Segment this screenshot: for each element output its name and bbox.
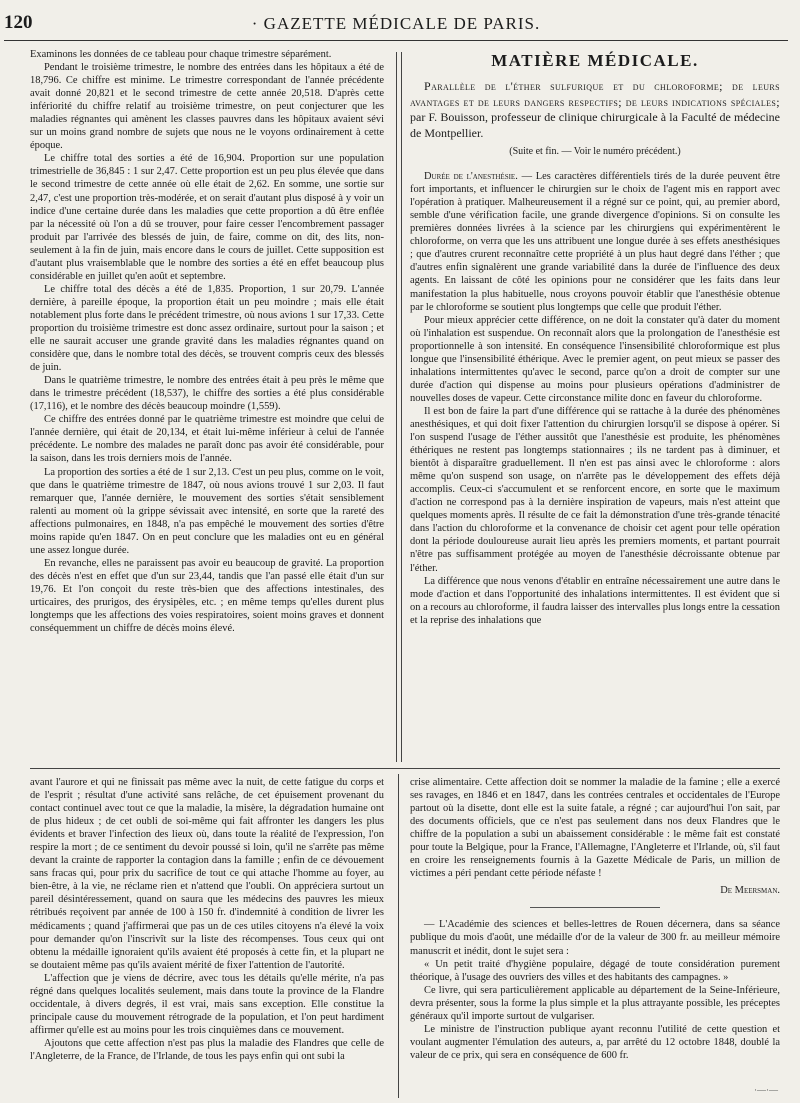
paragraph: Examinons les données de ce tableau pour chaque trimestre séparément. [30,49,332,60]
paragraph: crise alimentaire. Cette affection doit se nommer la maladie de la famine ; elle a exercé ses ravages, en 1846 et en 1847, dans les contrées centrales et occidentales de l'Europe partout où la disette, dont elle est la suite fatale, a régné ; car aujourd'hui l'on sait, par des documents officiels, que ce n'est pas seulement dans nos deux Flandres que le chiffre de la population a subi un abaissement considérable : le même fait est constaté pour toute la Belgique, pour la France, l'Allemagne, l'Angleterre et l'Irlande, où, s'il faut en croire les renseignements fournis à la Gazette Médicale de Paris, un million de victimes a péri pendant cette période néfaste ! [410,777,780,880]
paragraph: La différence que nous venons d'établir en entraîne nécessairement une autre dans le mode d'action et dans l'opportunité des inhalations intermittentes. Il est évident que si on a recours au chloroforme, il faudra laisser des intervalles plus longs entre la cessation et la reprise des inhalations que [410,575,780,626]
journal-title: · GAZETTE MÉDICALE DE PARIS. [251,14,541,33]
column-rule [401,52,402,762]
bottom-left-column [30,776,384,1096]
column-rule [396,52,397,762]
paragraph [410,170,780,314]
author-signature: De Meersman. [720,885,780,897]
page-header [4,14,788,41]
paragraph: Le chiffre total des décès a été de 1,835. Proportion, 1 sur 20,79. L'année dernière, à pareille époque, la proportion était un peu moindre ; mais elle était notablement plus forte dans le précédent trimestre, où nous avions 1 sur 17,33. Cette proportion du troisième trimestre est donc assez ordinaire, surtout pour la saison ; et elle ne saurait accuser une grande gravité dans les maladies régnantes quand on considère que, dans le nombre total des décès, se trouvent compris ceux des blessés de juin. [30,283,384,374]
paragraph: Ce chiffre des entrées donné par le quatrième trimestre est moindre que celui de l'année dernière, qui était de 20,134, et était lui-même inférieur à celui de l'année précédente. Le nombre des malades ne paraît donc pas avoir été considérable, pour la saison, dans les trois derniers mois de l'année. [30,414,384,465]
page-number: 120 [4,12,33,33]
paragraph: Pour mieux apprécier cette différence, on ne doit la constater qu'à dater du moment où l'inhalation est suspendue. On reconnaît alors que la prolongation de l'anesthésie est proportionnelle à son intensité. En conséquence l'insensibilité chloroformique est plus longue que l'insensibilité éthérique. Avec le premier agent, on peut mieux se passer des inhalations intermittentes qu'avec le second, parce qu'on a droit de compter sur une durée d'action qui dispense au moins pour plusieurs opérations d'administrer de nouvelles doses de vapeur. Cette circonstance milite donc en faveur du chloroforme. [410,314,780,404]
news-paragraph: « Un petit traité d'hygiène populaire, dégagé de toute considération purement théorique, à l'usage des ouvriers des villes et des habitants des campagnes. » [410,958,780,983]
paragraph: Ajoutons que cette affection n'est pas plus la maladie des Flandres que celle de l'Angleterre, de la France, de l'Irlande, de tous les pays enfin qui ont subi la [30,1037,384,1062]
section-rubric: MATIÈRE MÉDICALE. [491,51,699,70]
column-rule [398,774,399,1098]
bottom-right-column [410,776,780,1096]
section-divider [530,907,660,908]
left-column [30,48,384,708]
paragraph: En revanche, elles ne paraissent pas avoir eu beaucoup de gravité. La proportion des décès n'est en effet que d'un sur 23,44, tandis que l'an passé elle était d'un sur 19,76. Et l'on conçoit du reste très-bien que des affections intestinales, des urticaires, des prurigos, des érysipèles, etc. ; en même temps qu'elles durent plus longtemps que les affections des voies respiratoires, soient moins graves et donnent conséquemment un chiffre de décès moins élevé. [30,557,384,635]
paragraph: Dans le quatrième trimestre, le nombre des entrées était à peu près le même que dans le trimestre précédent (18,537), le chiffre des sorties a été plus considérable (17,116), et le nombre des décès beaucoup moindre (1,559). [30,375,384,413]
horizontal-rule [30,768,780,769]
paragraph: avant l'aurore et qui ne finissait pas même avec la nuit, de cette fatigue du corps et de l'esprit ; résultat d'une activité sans relâche, de cet épuisement provenant du contact continuel avec tout ce que la maladie, la misère, la dégradation humaine ont de plus hideux ; de cet oubli de soi-même qui fait affronter les dangers les plus évidents et braver l'infection des lieux où, dans toute la réalité de l'expression, l'on respire la mort ; de ce sentiment du devoir poussé si loin, qu'il ne s'arrête pas même devant la crainte de rapporter la contagion dans la famille ; enfin de ce dévouement sans fracas qui, pour prix du sacrifice de tout ce qui attache l'homme au foyer, au bien-être, à la vie, ne réclame rien et n'attend que l'oubli. On appréciera surtout un pareil désintéressement, quand on saura que les médecins des pauvres les mieux rétribués reçoivent par année de 100 à 150 fr. d'indemnité à condition de livrer les médicaments ; quand j'affirmerai que pas un de ces utiles citoyens n'a élevé la voix pour demander qu'on l'inscrivît sur la liste des récompenses. Tous ceux qui ont obtenu la médaille ignoraient qu'ils avaient été proposés à cette fin, et la plupart ne se doutaient même pas qu'ils avaient mérité de fixer l'attention de l'autorité. [30,777,384,971]
paragraph: Pendant le troisième trimestre, le nombre des entrées dans les hôpitaux a été de 18,796. Ce chiffre est minime. Le trimestre correspondant de l'année précédente avait donné 20,821 et le second trimestre de cette année 20,518. D'après cette infériorité du chiffre relatif au troisième trimestre, on peut conjecturer que les maladies régnantes qui amènent les classes pauvres dans les hôpitaux avaient sévi sur un moins grand nombre de sujets que nous ne le voyons ordinairement à cette époque. [30,62,384,152]
lead-term: Durée de l'anesthésie. [424,171,518,183]
right-column [410,48,780,764]
article-title-rest: par F. Bouisson, professeur de clinique chirurgicale à la Faculté de médecine de Montpellier. [410,110,780,140]
paragraph: La proportion des sorties a été de 1 sur 2,13. C'est un peu plus, comme on le voit, que dans le quatrième trimestre de 1847, où nous avions trouvé 1 sur 2,03. Il faut remarquer que, l'année dernière, le mouvement des sorties s'était sensiblement ralenti au moment où la grippe sévissait avec intensité, en sorte que la rareté des affections pulmonaires, en 1848, n'a pas empêché le mouvement des sorties d'être moins rapide qu'en 1847. On en peut conclure que les maladies ont eu en général une assez longue durée. [30,466,384,556]
paragraph: Le chiffre total des sorties a été de 16,904. Proportion sur une population trimestrielle de 36,845 : 1 sur 2,47. Cette proportion est un peu plus élevée que dans le second trimestre de cette année où elle était de 2,62. En somme, une sortie sur 2,47, c'est une proportion très-modérée, et on serait d'autant plus disposé à y voir un indice d'une certaine durée dans les maladies que cette proportion a dû être enflée par la nécessité où l'on a dû se trouver, pour faire cesser l'encombrement passager produit par l'arrivée des blessés de juin, de faire, comme on dit, des lits, non-seulement à la fin de juin, mais encore dans le cours de juillet. Cette supposition est d'autant plus vraisemblable que le nombre des sorties a été en effet beaucoup plus considérable en juillet qu'en août et septembre. [30,153,384,282]
paragraph-text: — Les caractères différentiels tirés de la durée peuvent être fort importants, et influencer le chirurgien sur le choix de l'agent mis en rapport avec l'opération à pratiquer. Malheureusement il a régné sur ce point, qui, au premier abord, semble d'une vérification facile, une grande divergence d'opinions. Si on consulte les premières données livrées à la science par les chirurgiens qui expérimentèrent le chloroforme, on verra que les uns attribuent une longue durée à ses effets anesthésiques ; que d'autres crurent reconnaître cette propriété à un plus haut degré dans l'éther ; que d'autres enfin signalèrent une grande variabilité dans la durée de l'influence des deux agents. En laissant de côté les opinions pour ne considérer que les faits dans leur manifestation la plus habituelle, nous croyons pouvoir établir que l'anesthésie obtenue par le chloroforme se soutient plus longtemps que celle que produit l'éther. [410,171,780,313]
news-paragraph: Ce livre, qui sera particulièrement applicable au département de la Seine-Inférieure, devra présenter, sous la forme la plus simple et la plus attrayante possible, les préceptes généraux qu'il importe surtout de vulgariser. [410,984,780,1022]
continuation-note: (Suite et fin. — Voir le numéro précédent.) [509,146,681,158]
article-title [410,79,780,141]
article-title-caps: Parallèle de l'éther sulfurique et du chloroforme; de leurs avantages et de leurs dangers respectifs; de leurs indications spéciales; [410,79,780,109]
news-paragraph: Le ministre de l'instruction publique ayant reconnu l'utilité de cette question et voulant augmenter l'émulation des auteurs, a, par arrêté du 12 octobre 1848, doublé la valeur de ce prix, qui sera en conséquence de 600 fr. [410,1023,780,1061]
news-paragraph: — L'Académie des sciences et belles-lettres de Rouen décernera, dans sa séance publique du mois d'août, une médaille d'or de la valeur de 300 fr. au meilleur mémoire manuscrit et inédit, dont le sujet sera : [410,919,780,957]
print-mark: ·—·— [754,1085,778,1095]
paragraph: Il est bon de faire la part d'une différence qui se rattache à la durée des phénomènes anesthésiques, et qui doit fixer l'attention du chirurgien lorsqu'il se dispose à opérer. Si l'on suspend l'usage de l'éther aussitôt que l'anesthésie est produite, les phénomènes éthériques ne restent pas longtemps stationnaires ; ils ne tardent pas à diminuer, et bientôt à disparaître graduellement. Il n'en est pas ainsi avec le chloroforme : alors même qu'on suspend son usage, on n'arrête pas le développement des effets déjà accomplis. Ceux-ci s'accumulent et se renforcent encore, en sorte que le maximum d'action ne correspond pas à la dernière inspiration de vapeurs, mais n'est atteint que quelques moments après. Il résulte de ce fait la démonstration d'une très-grande ténacité dans l'action du chloroforme et la convenance de choisir cet agent pour telle opération dont la période douloureuse aurait lieu après les premiers moments, et partant pourrait n'être pas suffisamment protégée au moyen de l'anesthésie décroissante obtenue par l'éther. [410,405,780,574]
paragraph: L'affection que je viens de décrire, avec tous les détails qu'elle mérite, n'a pas régné dans quelques localités seulement, mais dans toute la province de la Flandre occidentale, à divers degrés, il est vrai, mais sans exception. Elle constitue la principale cause du mouvement rétrograde de la population, et l'on peut hardiment affirmer qu'elle est au moins pour les trois cinquièmes dans ce mouvement. [30,972,384,1036]
